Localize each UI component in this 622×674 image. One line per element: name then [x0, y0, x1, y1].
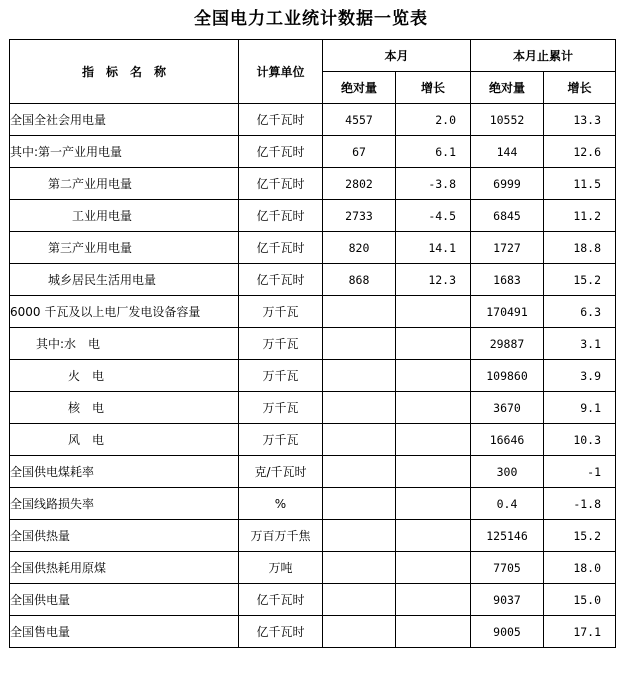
row-month-growth: -3.8 [396, 168, 471, 200]
header-month-absolute: 绝对量 [323, 72, 396, 104]
row-month-absolute [323, 360, 396, 392]
row-month-growth [396, 424, 471, 456]
row-cumulative-growth: 10.3 [544, 424, 616, 456]
row-name: 全国供热量 [10, 520, 239, 552]
row-cumulative-absolute: 29887 [471, 328, 544, 360]
header-unit: 计算单位 [239, 40, 323, 104]
row-month-absolute [323, 328, 396, 360]
row-name: 全国供热耗用原煤 [10, 552, 239, 584]
row-name: 其中:第一产业用电量 [10, 136, 239, 168]
row-month-growth: 12.3 [396, 264, 471, 296]
row-month-growth [396, 552, 471, 584]
row-cumulative-absolute: 9037 [471, 584, 544, 616]
row-cumulative-growth: 17.1 [544, 616, 616, 648]
row-name: 风 电 [10, 424, 239, 456]
row-month-growth [396, 328, 471, 360]
table-row [10, 520, 616, 552]
row-month-absolute [323, 552, 396, 584]
row-cumulative-absolute: 6845 [471, 200, 544, 232]
table-row [10, 360, 616, 392]
row-name: 第三产业用电量 [10, 232, 239, 264]
row-cumulative-growth: 3.9 [544, 360, 616, 392]
row-cumulative-growth: 11.5 [544, 168, 616, 200]
row-name: 核 电 [10, 392, 239, 424]
row-month-absolute: 67 [323, 136, 396, 168]
row-month-growth [396, 584, 471, 616]
row-month-growth [396, 360, 471, 392]
row-cumulative-absolute: 170491 [471, 296, 544, 328]
table-row [10, 104, 616, 136]
table-row [10, 200, 616, 232]
header-cumulative: 本月止累计 [471, 40, 616, 72]
row-unit: 克/千瓦时 [239, 456, 323, 488]
row-cumulative-absolute: 300 [471, 456, 544, 488]
row-month-growth [396, 520, 471, 552]
statistics-table [9, 39, 616, 648]
row-name: 城乡居民生活用电量 [10, 264, 239, 296]
row-unit: % [239, 488, 323, 520]
row-month-absolute [323, 520, 396, 552]
row-name: 其中:水 电 [10, 328, 239, 360]
row-unit: 亿千瓦时 [239, 232, 323, 264]
table-row [10, 616, 616, 648]
header-cumulative-growth: 增长 [544, 72, 616, 104]
row-cumulative-absolute: 7705 [471, 552, 544, 584]
table-row [10, 136, 616, 168]
row-cumulative-growth: 3.1 [544, 328, 616, 360]
row-month-growth [396, 392, 471, 424]
row-unit: 亿千瓦时 [239, 104, 323, 136]
row-cumulative-growth: 11.2 [544, 200, 616, 232]
row-cumulative-absolute: 0.4 [471, 488, 544, 520]
table-row [10, 584, 616, 616]
row-unit: 亿千瓦时 [239, 200, 323, 232]
row-cumulative-growth: -1.8 [544, 488, 616, 520]
row-cumulative-growth: 15.2 [544, 264, 616, 296]
row-cumulative-growth: 9.1 [544, 392, 616, 424]
row-cumulative-absolute: 125146 [471, 520, 544, 552]
table-row [10, 424, 616, 456]
table-row [10, 296, 616, 328]
row-name: 火 电 [10, 360, 239, 392]
row-cumulative-growth: 15.2 [544, 520, 616, 552]
row-month-growth: -4.5 [396, 200, 471, 232]
row-unit: 万千瓦 [239, 296, 323, 328]
row-cumulative-growth: 18.8 [544, 232, 616, 264]
row-cumulative-growth: -1 [544, 456, 616, 488]
row-unit: 万百万千焦 [239, 520, 323, 552]
table-row [10, 488, 616, 520]
row-unit: 万千瓦 [239, 392, 323, 424]
row-unit: 亿千瓦时 [239, 584, 323, 616]
row-month-growth [396, 456, 471, 488]
row-cumulative-absolute: 9005 [471, 616, 544, 648]
row-month-absolute [323, 392, 396, 424]
header-month: 本月 [323, 40, 471, 72]
row-cumulative-absolute: 109860 [471, 360, 544, 392]
row-name: 工业用电量 [10, 200, 239, 232]
row-month-growth [396, 296, 471, 328]
page-title: 全国电力工业统计数据一览表 [194, 9, 428, 29]
row-cumulative-absolute: 16646 [471, 424, 544, 456]
row-month-absolute [323, 456, 396, 488]
row-month-absolute: 2733 [323, 200, 396, 232]
row-month-absolute [323, 584, 396, 616]
row-unit: 万千瓦 [239, 360, 323, 392]
table-row [10, 328, 616, 360]
row-month-absolute: 820 [323, 232, 396, 264]
row-name: 全国全社会用电量 [10, 104, 239, 136]
row-cumulative-absolute: 10552 [471, 104, 544, 136]
row-cumulative-absolute: 3670 [471, 392, 544, 424]
row-unit: 亿千瓦时 [239, 168, 323, 200]
row-month-absolute [323, 296, 396, 328]
row-month-growth [396, 616, 471, 648]
row-month-growth: 14.1 [396, 232, 471, 264]
table-row [10, 264, 616, 296]
row-month-absolute: 868 [323, 264, 396, 296]
row-month-growth: 2.0 [396, 104, 471, 136]
row-unit: 万千瓦 [239, 424, 323, 456]
row-unit: 亿千瓦时 [239, 616, 323, 648]
row-cumulative-growth: 13.3 [544, 104, 616, 136]
header-indicator: 指 标 名 称 [10, 40, 239, 104]
header-cumulative-absolute: 绝对量 [471, 72, 544, 104]
row-name: 全国供电煤耗率 [10, 456, 239, 488]
table-row [10, 232, 616, 264]
row-name: 全国售电量 [10, 616, 239, 648]
row-unit: 亿千瓦时 [239, 136, 323, 168]
row-cumulative-absolute: 144 [471, 136, 544, 168]
row-cumulative-growth: 6.3 [544, 296, 616, 328]
row-name: 第二产业用电量 [10, 168, 239, 200]
table-row [10, 168, 616, 200]
row-unit: 万千瓦 [239, 328, 323, 360]
row-month-absolute: 4557 [323, 104, 396, 136]
row-name: 全国线路损失率 [10, 488, 239, 520]
header-month-growth: 增长 [396, 72, 471, 104]
row-month-absolute [323, 424, 396, 456]
row-cumulative-growth: 15.0 [544, 584, 616, 616]
table-row [10, 392, 616, 424]
row-cumulative-growth: 18.0 [544, 552, 616, 584]
row-cumulative-absolute: 1683 [471, 264, 544, 296]
row-month-absolute [323, 616, 396, 648]
table-row [10, 456, 616, 488]
row-name: 全国供电量 [10, 584, 239, 616]
table-row [10, 552, 616, 584]
row-month-growth [396, 488, 471, 520]
row-month-growth: 6.1 [396, 136, 471, 168]
row-unit: 万吨 [239, 552, 323, 584]
row-cumulative-growth: 12.6 [544, 136, 616, 168]
row-month-absolute [323, 488, 396, 520]
row-month-absolute: 2802 [323, 168, 396, 200]
row-unit: 亿千瓦时 [239, 264, 323, 296]
row-cumulative-absolute: 6999 [471, 168, 544, 200]
row-name: 6000 千瓦及以上电厂发电设备容量 [10, 296, 239, 328]
row-cumulative-absolute: 1727 [471, 232, 544, 264]
